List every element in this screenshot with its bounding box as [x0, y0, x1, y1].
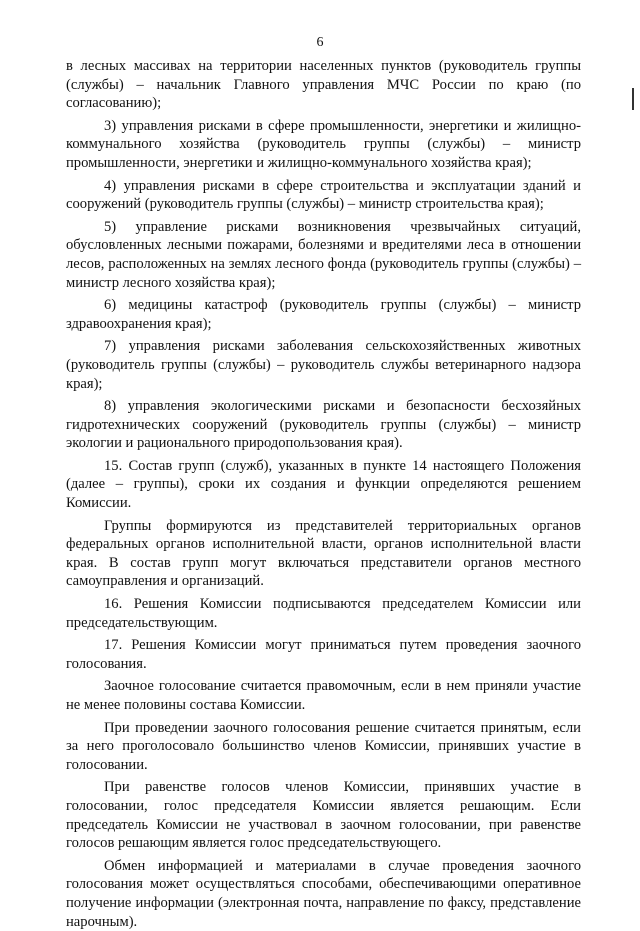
paragraph-item-8: 8) управления экологическими рисками и безопасности бесхозяйных гидротехнических сооружений (руководитель группы (службы) – министр экологии и рационального природопользования края).	[66, 398, 581, 452]
paragraph-information-exchange: Обмен информацией и материалами в случае проведения заочного голосования может осуществляться способами, обеспечивающими оперативное получение информации (электронная почта, направление по факсу, представление нарочным).	[66, 857, 581, 930]
paragraph-groups-formation: Группы формируются из представителей территориальных органов федеральных органов исполнительной власти, органов исполнительной власти края. В состав групп могут включаться представители органов местного самоуправления и организаций.	[66, 517, 581, 590]
paragraph-continuation: в лесных массивах на территории населенных пунктов (руководитель группы (службы) – начальник Главного управления МЧС России по краю (по согласованию);	[66, 58, 581, 112]
paragraph-item-7: 7) управления рисками заболевания сельскохозяйственных животных (руководитель группы (службы) – руководитель службы ветеринарного надзора края);	[66, 338, 581, 392]
paragraph-majority: При проведении заочного голосования решение считается принятым, если за него проголосовало большинство членов Комиссии, принявших участие в голосовании.	[66, 719, 581, 773]
paragraph-item-4: 4) управления рисками в сфере строительства и эксплуатации зданий и сооружений (руководитель группы (службы) – министр строительства края);	[66, 177, 581, 213]
paragraph-clause-16: 16. Решения Комиссии подписываются председателем Комиссии или председательствующим.	[66, 596, 581, 631]
paragraph-item-6: 6) медицины катастроф (руководитель группы (службы) – министр здравоохранения края);	[66, 297, 581, 332]
paragraph-quorum: Заочное голосование считается правомочным, если в нем приняли участие не менее половины состава Комиссии.	[66, 678, 581, 713]
paragraph-clause-15: 15. Состав групп (служб), указанных в пункте 14 настоящего Положения (далее – группы), сроки их создания и функции определяются решением Комиссии.	[66, 457, 581, 512]
paragraph-tie-vote: При равенстве голосов членов Комиссии, принявших участие в голосовании, голос председателя Комиссии является решающим. Если председатель Комиссии не участвовал в заочном голосовании, при равенстве голосов решающим является голос председательствующего.	[66, 779, 581, 852]
scan-edge-mark	[632, 88, 634, 110]
paragraph-clause-17: 17. Решения Комиссии могут приниматься путем проведения заочного голосования.	[66, 637, 581, 672]
paragraph-item-5: 5) управление рисками возникновения чрезвычайных ситуаций, обусловленных лесными пожарами, болезнями и вредителями леса в отношении лесов, расположенных на землях лесного фонда (руководитель группы (службы) – министр лесного хозяйства края);	[66, 218, 581, 291]
document-body	[66, 57, 581, 931]
page-number: 6	[316, 35, 324, 50]
paragraph-item-3: 3) управления рисками в сфере промышленности, энергетики и жилищно-коммунального хозяйства (руководитель группы (службы) – министр промышленности, энергетики и жилищно-коммунального хозяйства края);	[66, 117, 581, 171]
